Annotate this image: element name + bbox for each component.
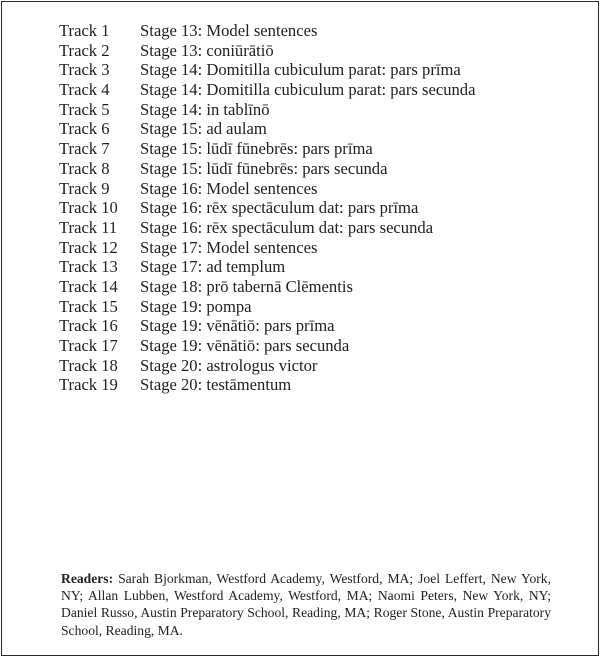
track-row [59, 41, 475, 61]
track-title: Stage 19: vēnātiō: pars prīma [140, 316, 335, 336]
track-title: Stage 17: ad templum [140, 257, 286, 277]
track-row [59, 139, 475, 159]
track-number: Track 11 [59, 217, 118, 237]
track-title: Stage 20: testāmentum [140, 375, 292, 395]
track-row [59, 119, 475, 139]
track-number: Track 1 [59, 21, 110, 40]
track-row [59, 336, 475, 356]
track-row [59, 60, 475, 80]
track-row [59, 238, 475, 258]
track-title: Stage 15: lūdī fūnebrēs: pars prīma [140, 139, 373, 159]
track-title: Stage 15: ad aulam [140, 119, 267, 139]
readers-label: Readers: [61, 571, 114, 586]
track-title: Stage 16: rēx spectāculum dat: pars prīma [140, 198, 419, 218]
track-row [59, 257, 475, 277]
track-title: Stage 16: Model sentences [140, 178, 318, 198]
track-number: Track 3 [59, 60, 110, 80]
track-row [59, 375, 475, 395]
track-row [59, 21, 475, 41]
readers-credits [61, 570, 551, 639]
track-title: Stage 14: Domitilla cubiculum parat: pars secunda [140, 80, 476, 100]
track-title: Stage 13: Model sentences [140, 21, 318, 40]
track-number: Track 6 [59, 119, 110, 139]
readers-text: Sarah Bjorkman, Westford Academy, Westford, MA; Joel Leffert, New York, NY; Allan Lubben, Westford Academy, Westford, MA; Naomi Peters, New York, NY; Daniel Russo, Austin Preparatory School, Reading, MA; Roger Stone, Austin Preparatory School, Reading, MA. [61, 571, 551, 638]
track-number: Track 10 [59, 198, 118, 218]
track-row [59, 179, 475, 199]
track-number: Track 19 [59, 375, 118, 395]
track-number: Track 2 [59, 40, 110, 60]
track-number: Track 13 [59, 257, 118, 277]
track-number: Track 15 [59, 296, 118, 316]
track-title: Stage 19: vēnātiō: pars secunda [140, 336, 350, 355]
track-number: Track 5 [59, 99, 110, 119]
track-title: Stage 17: Model sentences [140, 237, 318, 257]
track-row [59, 316, 475, 336]
track-title: Stage 15: lūdī fūnebrēs: pars secunda [140, 158, 388, 178]
track-number: Track 17 [59, 336, 118, 355]
track-title: Stage 13: coniūrātiō [140, 40, 274, 60]
track-title: Stage 18: prō tabernā Clēmentis [140, 276, 353, 296]
track-row [59, 218, 475, 238]
track-number: Track 16 [59, 316, 118, 336]
track-title: Stage 16: rēx spectāculum dat: pars secunda [140, 217, 434, 237]
track-title: Stage 14: Domitilla cubiculum parat: pars prīma [140, 60, 461, 80]
track-title: Stage 14: in tablīnō [140, 99, 270, 119]
track-number: Track 8 [59, 158, 110, 178]
track-number: Track 7 [59, 139, 110, 159]
track-row [59, 80, 475, 100]
track-title: Stage 19: pompa [140, 296, 252, 316]
track-number: Track 9 [59, 178, 110, 198]
track-row [59, 100, 475, 120]
track-number: Track 18 [59, 355, 118, 375]
track-number: Track 4 [59, 80, 110, 100]
track-title: Stage 20: astrologus victor [140, 355, 318, 375]
track-row [59, 356, 475, 376]
track-row [59, 277, 475, 297]
track-row [59, 198, 475, 218]
track-row [59, 297, 475, 317]
track-row [59, 159, 475, 179]
track-list [59, 21, 475, 395]
track-number: Track 14 [59, 276, 118, 296]
track-number: Track 12 [59, 237, 118, 257]
